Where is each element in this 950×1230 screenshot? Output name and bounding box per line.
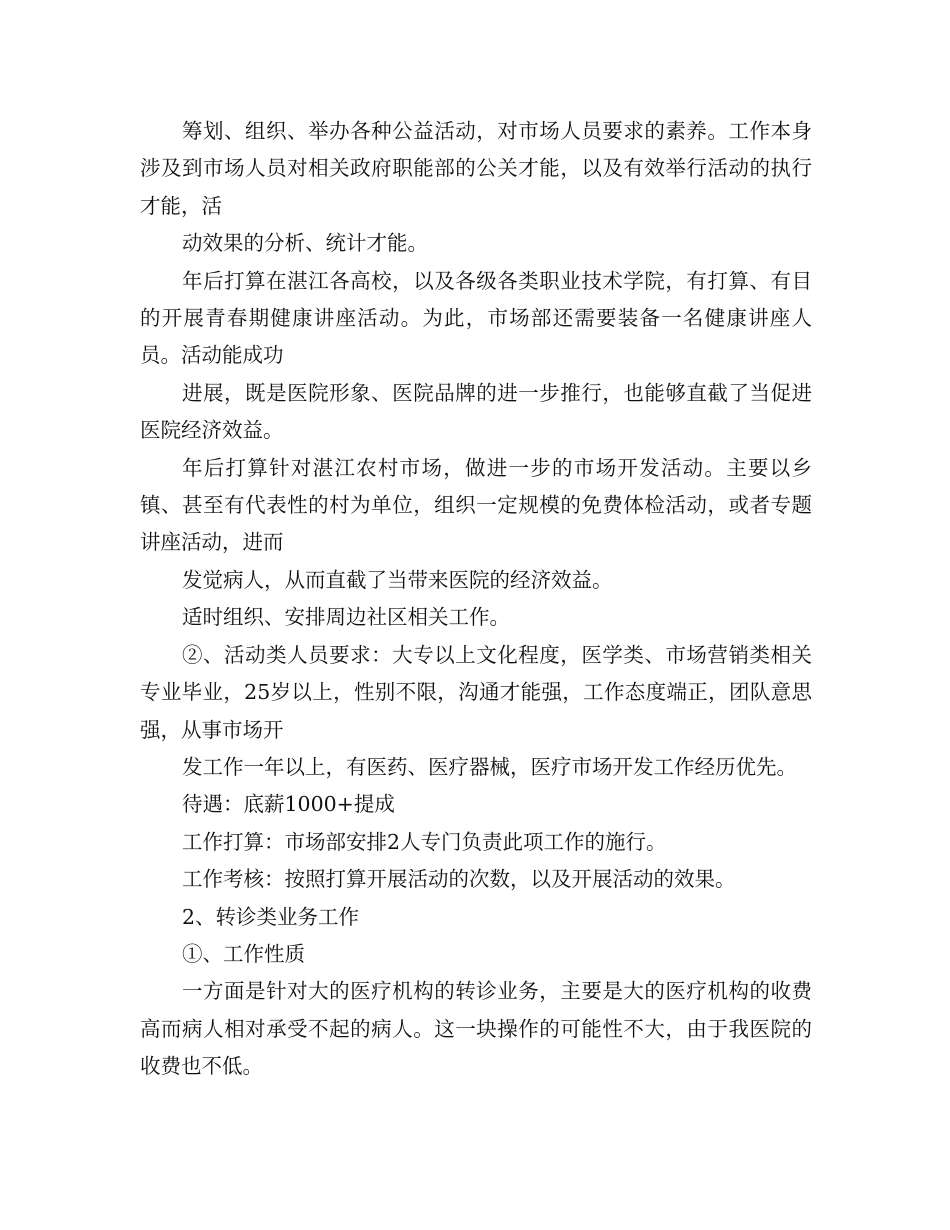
subsection-heading: ①、工作性质: [182, 941, 305, 966]
paragraph: 工作考核：按照打算开展活动的次数，以及开展活动的效果。: [182, 867, 736, 892]
paragraph: 进展，既是医院形象、医院品牌的进一步推行，也能够直截了当促进医院经济效益。: [140, 380, 812, 443]
paragraph: 筹划、组织、举办各种公益活动，对市场人员要求的素养。工作本身涉及到市场人员对相关政府职能部的公关才能，以及有效举行活动的执行才能，活: [140, 119, 812, 218]
paragraph: 一方面是针对大的医疗机构的转诊业务，主要是大的医疗机构的收费高而病人相对承受不起的病人。这一块操作的可能性不大，由于我医院的收费也不低。: [140, 979, 812, 1079]
paragraph: 待遇：底薪1000+提成: [182, 792, 395, 817]
paragraph: 年后打算在湛江各高校，以及各级各类职业技术学院，有打算、有目的开展青春期健康讲座活动。为此，市场部还需要装备一名健康讲座人员。活动能成功: [140, 268, 812, 368]
paragraph: 发觉病人，从而直截了当带来医院的经济效益。: [182, 567, 613, 592]
paragraph: 动效果的分析、统计才能。: [182, 231, 428, 256]
paragraph: 年后打算针对湛江农村市场，做进一步的市场开发活动。主要以乡镇、甚至有代表性的村为单位，组织一定规模的免费体检活动，或者专题讲座活动，进而: [140, 455, 812, 555]
paragraph: 工作打算：市场部安排2人专门负责此项工作的施行。: [182, 829, 667, 854]
section-heading: 2、转诊类业务工作: [182, 904, 360, 929]
paragraph: 发工作一年以上，有医药、医疗器械，医疗市场开发工作经历优先。: [182, 754, 797, 779]
paragraph: 适时组织、安排周边社区相关工作。: [182, 605, 510, 630]
document-body: [140, 113, 812, 1086]
paragraph: ②、活动类人员要求：大专以上文化程度，医学类、市场营销类相关专业毕业，25岁以上，性别不限，沟通才能强，工作态度端正，团队意思强，从事市场开: [140, 642, 812, 742]
